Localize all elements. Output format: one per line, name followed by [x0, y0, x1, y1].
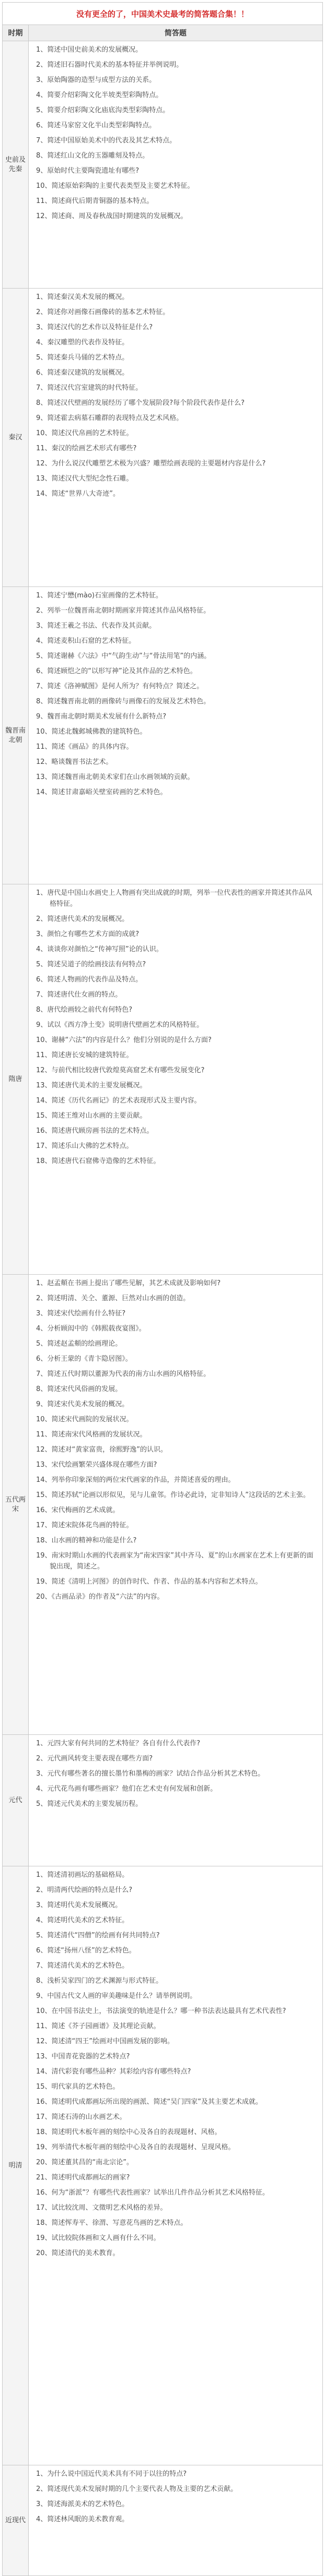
questions-cell — [29, 1735, 323, 1866]
list-item: 3、原始陶器的造型与成型方法的关系。 — [36, 76, 156, 84]
list-item: 20、《古画品录》的作者及“六法”的内容。 — [36, 1593, 164, 1601]
list-item: 3、元代有哪些著名的擅长墨竹和墨梅的画家？试结合作品分析其艺术特色。 — [36, 1770, 265, 1778]
list-item: 19、试比较院体画和文人画有什么不同。 — [36, 2234, 160, 2242]
list-item: 9、原始时代主要陶瓷遗址有哪些? — [36, 167, 140, 175]
list-item: 11、简述《芥子园画谱》及其理论贡献。 — [36, 2022, 160, 2030]
list-item: 1、为什么说中国近代美术具有不同于以往的特点? — [36, 2470, 187, 2478]
list-item: 12、与前代相比较唐代敦煌莫高窟艺术有哪些发展变化? — [36, 1067, 205, 1074]
list-item: 7、简述中国原始美术中的代表及其艺术特点。 — [36, 137, 177, 145]
list-item: 4、简要介绍彩陶文化半坡类型彩陶特点。 — [36, 91, 163, 99]
list-item: 17、简述乐山大佛的艺术特点。 — [36, 1142, 133, 1150]
list-item: 1、赵孟頫在书画上提出了哪些见解，其艺术成就及影响如何? — [36, 1279, 221, 1287]
list-item: 5、简述清代“四僧”的绘画有何共同特点? — [36, 1932, 160, 1939]
list-item: 6、简述秦汉建筑的发展概况。 — [36, 369, 129, 377]
list-item: 5、简述元代美术的主要发展历程。 — [36, 1800, 143, 1808]
questions-cell — [29, 2465, 323, 2576]
list-item: 5、简述秦兵马俑的艺术特点。 — [36, 354, 129, 362]
list-item: 13、宋代绘画繁荣兴盛体现在哪些方面? — [36, 1461, 157, 1469]
list-item: 6、简述人物画的代表作品及特点。 — [36, 976, 143, 984]
question-list — [29, 2465, 322, 2528]
list-item: 6、分析王蒙的《青卞隐居图》。 — [36, 1355, 132, 1363]
list-item: 9、魏晋南北朝时期美术发展有什么新特点? — [36, 713, 167, 721]
list-item: 20、简述董其昌的“南北宗论”。 — [36, 2159, 134, 2166]
list-item: 3、简述汉代的艺术作以及特征是什么? — [36, 324, 153, 331]
list-item: 16、简述唐代顾房画书法的艺术特点。 — [36, 1127, 154, 1135]
list-item: 10、简述宋代画院的发展状况。 — [36, 1416, 133, 1423]
questions-cell — [29, 1866, 323, 2465]
list-item: 13、简述汉代大型纪念性石雕。 — [36, 475, 133, 483]
questions-cell — [29, 41, 323, 289]
table-row — [3, 1735, 323, 1866]
list-item: 7、简述清代美术的艺术特色。 — [36, 1962, 129, 1970]
list-item: 19、简述《清明上河图》的创作时代、作者、作品的基本内容和艺术特点。 — [36, 1578, 262, 1586]
list-item: 12、略谈魏晋书法艺术。 — [36, 758, 113, 766]
list-item: 1、简述秦汉美术发展的概况。 — [36, 293, 129, 301]
list-item: 3、简述海派美术的艺术特色。 — [36, 2500, 129, 2508]
table-row — [3, 41, 323, 289]
list-item: 17、试比较沈周、文徵明艺术风格的差异。 — [36, 2204, 167, 2212]
list-item: 12、简述对“黄家富贵，徐熙野逸”的认识。 — [36, 1446, 168, 1454]
list-item: 8、简述红山文化的玉器雕刻及特点。 — [36, 152, 149, 160]
list-item: 5、简述吴道子的绘画技法有何特点? — [36, 961, 146, 968]
list-item: 3、简述明代美术发展概况。 — [36, 1901, 122, 1909]
period-cell: 隋唐 — [3, 884, 29, 1275]
questions-cell — [29, 587, 323, 884]
question-table — [2, 2, 323, 2576]
list-item: 17、简述宋院体花鸟画的特征。 — [36, 1521, 133, 1529]
table-row — [3, 289, 323, 587]
list-item: 2、明清两代绘画的特点是什么? — [36, 1886, 133, 1894]
list-item: 5、简述赵孟頫的绘画理论。 — [36, 1340, 122, 1348]
list-item: 14、简述“世界八大奇迹”。 — [36, 490, 120, 498]
list-item: 3、简述王羲之书法、代表作及其贡献。 — [36, 622, 156, 630]
list-item: 4、秦汉雕塑的代表作及特征。 — [36, 339, 129, 346]
list-item: 14、简述《历代名画记》的艺术表现形式及主要内容。 — [36, 1097, 201, 1105]
list-item: 15、明代家具的艺术特色。 — [36, 2083, 120, 2091]
questions-cell — [29, 884, 323, 1275]
list-item: 7、简述汉代宫室建筑的时代特征。 — [36, 384, 143, 392]
list-item: 4、谈谈你对颜怕之“传神写照”论的认识。 — [36, 945, 163, 953]
list-item: 2、元代画风转变主要表现在哪些方面? — [36, 1755, 153, 1763]
list-item: 6、简述马家窑文化半山类型彩陶特点。 — [36, 122, 156, 129]
list-item: 2、简述现代美术发展时期的几个主要代表人物及主要的艺术贡献。 — [36, 2485, 238, 2493]
list-item: 10、简述原始彩陶的主要代表类型及主要艺术特征。 — [36, 182, 194, 190]
list-item: 6、简述“扬州八怪”的艺术特色。 — [36, 1947, 136, 1955]
list-item: 11、简述商代后期青铜器的基本特点。 — [36, 197, 154, 205]
list-item: 16、宋代梅画的艺术成就。 — [36, 1506, 120, 1514]
table-row — [3, 587, 323, 884]
list-item: 18、简述唐代石窟佛寺造像的艺术特征。 — [36, 1157, 160, 1165]
list-item: 5、简述谢赫《六法》中“气韵生动”与“骨法用笔”的内涵。 — [36, 652, 211, 660]
list-item: 1、元四大家有何共同的艺术特征？各自有什么代表作? — [36, 1740, 201, 1747]
questions-cell — [29, 1275, 323, 1735]
list-item: 6、简述顾恺之的“以形写神”论及其作品的艺术特色。 — [36, 667, 197, 675]
list-item: 13、简述唐代美术的主要发展概况。 — [36, 1082, 147, 1089]
list-item: 13、中国青花瓷器的艺术特点? — [36, 2053, 130, 2060]
table-header-row — [3, 25, 323, 41]
list-item: 10、简述汉代帛画的艺术特征。 — [36, 429, 133, 437]
list-item: 16、何为“浙派”？有哪些代表性画家？试举出几件作品分析其艺术风格特征。 — [36, 2189, 270, 2197]
list-item: 2、简述明清、关仝、董源、巨然对山水画的创造。 — [36, 1295, 190, 1302]
list-item: 7、简述五代时期以董源为代表的南方山水画的风格特征。 — [36, 1370, 211, 1378]
list-item: 10、在中国书法史上，书法演变的轨迹是什么？哪一种书法表达最具有艺术代表性? — [36, 2007, 286, 2015]
list-item: 2、简述你对画像石画像砖的基本艺术特征。 — [36, 308, 170, 316]
list-item: 10、简述北魏邺城佛教的建筑特色。 — [36, 728, 147, 736]
list-item: 12、为什么说汉代雕塑艺术极为兴盛？雕塑绘画表现的主要题材内容是什么? — [36, 460, 266, 468]
list-item: 2、列举一位魏晋南北朝时期画家并简述其作品风格特征。 — [36, 607, 211, 615]
list-item: 9、试以《西方净土变》说明唐代壁画艺术的风格特征。 — [36, 1021, 204, 1029]
list-item: 11、秦汉的绘画艺术形式有哪些? — [36, 445, 137, 452]
table-title-row — [3, 3, 323, 25]
list-item: 4、简述林风眠的美术教育观。 — [36, 2515, 129, 2523]
list-item: 14、列举你印象深刻的两位宋代画家的作品，并简述喜爱的理由。 — [36, 1476, 235, 1484]
list-item: 2、简述旧石器时代美术的基本特征并举例说明。 — [36, 61, 183, 69]
list-item: 4、简述明代美术的艺术特征。 — [36, 1916, 129, 1924]
list-item: 8、简述宋代风俗画的发展。 — [36, 1385, 122, 1393]
list-item: 21、简述明代成都画坛的画家? — [36, 2174, 130, 2182]
period-cell: 五代两宋 — [3, 1275, 29, 1735]
period-cell: 元代 — [3, 1735, 29, 1866]
list-item: 12、简述商、周及春秋战国时期建筑的发展概况。 — [36, 212, 188, 220]
page-title: 没有更全的了，中国美术史最考的简答题合集！！ — [3, 3, 323, 25]
table-row — [3, 1866, 323, 2465]
list-item: 9、简述宋代美术发展的概况。 — [36, 1400, 129, 1408]
table-body — [3, 41, 323, 2576]
list-item: 18、简述明代木板年画的刻绘中心及各自的表现题材、风格。 — [36, 2128, 222, 2136]
period-cell: 明清 — [3, 1866, 29, 2465]
list-item: 12、简述清“四王”绘画对中国画发展的影响。 — [36, 2038, 175, 2045]
question-list — [29, 1735, 322, 1813]
list-item: 5、简要介绍彩陶文化庙底沟类型彩陶特点。 — [36, 106, 170, 114]
period-cell: 史前及先秦 — [3, 41, 29, 289]
list-item: 1、简述中国史前美术的发展概况。 — [36, 46, 143, 54]
list-item: 8、浅析吴家四门的艺术渊源与形式特征。 — [36, 1977, 163, 1985]
question-list — [29, 587, 322, 801]
list-item: 18、山水画的精神和功能是什么? — [36, 1537, 137, 1544]
period-cell: 魏晋南北朝 — [3, 587, 29, 884]
list-item: 15、简述王维对山水画的主要贡献。 — [36, 1112, 147, 1120]
list-item: 1、唐代是中国山水画史上人物画有突出成就的时期，列举一位代表性的画家并简述其作品风格特征。 — [36, 889, 312, 908]
list-item: 15、简述苏轼“论画以形似见，见与儿童邻。作诗必此诗，定非知诗人”这段话的艺术主张。 — [36, 1491, 310, 1499]
question-list — [29, 1866, 322, 2262]
list-item: 2、简述唐代美术的发展概况。 — [36, 915, 129, 923]
question-list — [29, 289, 322, 502]
list-item: 8、唐代绘画较之前代有何特色? — [36, 1006, 133, 1014]
period-cell: 秦汉 — [3, 289, 29, 587]
list-item: 9、中国古代文人画的审美趣味是什么？请举例说明。 — [36, 1992, 197, 2000]
period-cell: 近现代 — [3, 2465, 29, 2576]
list-item: 11、简述《画品》的具体内容。 — [36, 743, 133, 751]
list-item: 7、简述《洛神赋图》是何人所为？有何特点？简述之。 — [36, 682, 204, 690]
questions-cell — [29, 289, 323, 587]
list-item: 11、简述南宋代风格画的发展状况。 — [36, 1431, 147, 1439]
question-list — [29, 41, 322, 225]
list-item: 14、简述甘肃嘉峪关壁室砖画的艺术特色。 — [36, 788, 167, 796]
list-item: 19、南宋时期山水画的代表画家为“南宋四家”其中齐马、夏”的山水画家在艺术上有更新的面貌出现，简述之。 — [36, 1552, 314, 1571]
table-row — [3, 884, 323, 1275]
list-item: 7、简述唐代仕女画的特点。 — [36, 991, 122, 999]
table-row — [3, 2465, 323, 2576]
list-item: 4、分析顾闳中的《韩熙载夜宴图》。 — [36, 1325, 146, 1333]
table-row — [3, 1275, 323, 1735]
list-item: 17、简述石涛的山水画艺术。 — [36, 2113, 126, 2121]
questions-column-header: 简答题 — [29, 25, 323, 41]
list-item: 3、颜怕之有哪些艺术方面的成就? — [36, 930, 140, 938]
list-item: 18、简述恽寿平、徐渭、写意花鸟画的艺术特点。 — [36, 2219, 188, 2227]
list-item: 4、简述麦积山石窟的艺术特征。 — [36, 637, 136, 645]
question-list — [29, 1275, 322, 1605]
list-item: 4、元代花鸟画有哪些画家？他们在艺术史有何发展和创新。 — [36, 1785, 217, 1793]
list-item: 19、列举清代木板年画的刻绘中心及各自的表现题材、呈现风格。 — [36, 2143, 235, 2151]
list-item: 16、简述明代成都画坛所出现的画派、简述“吴门四家”及其主要艺术成就。 — [36, 2098, 263, 2106]
list-item: 13、简述魏晋南北朝美术家们在山水画领域的贡献。 — [36, 773, 194, 781]
list-item: 3、简述宋代绘画有什么特征? — [36, 1310, 126, 1317]
list-item: 20、简述清代的美术教育。 — [36, 2249, 120, 2257]
list-item: 10、谢赫“六法”的内容是什么？他们分别说的是什么方面? — [36, 1036, 212, 1044]
list-item: 1、简述宁懋(mào)石室画像的艺术特征。 — [36, 592, 162, 600]
list-item: 8、简述魏晋南北朝的画像砖与画像石的发展及艺术特色。 — [36, 698, 211, 705]
question-list — [29, 884, 322, 1170]
list-item: 14、清代彩瓷有哪些品种？其彩绘内容有哪些特点? — [36, 2068, 191, 2076]
list-item: 1、简述清初画坛的基础格局。 — [36, 1871, 129, 1879]
list-item: 9、简述霍去病墓石雕群的表现特点及艺术风格。 — [36, 414, 183, 422]
list-item: 11、简述唐长安城的建筑特征。 — [36, 1051, 133, 1059]
list-item: 8、简述汉代壁画的发展经历了哪个发展阶段?每个阶段代表作是什么? — [36, 399, 245, 407]
period-column-header: 时期 — [3, 25, 29, 41]
